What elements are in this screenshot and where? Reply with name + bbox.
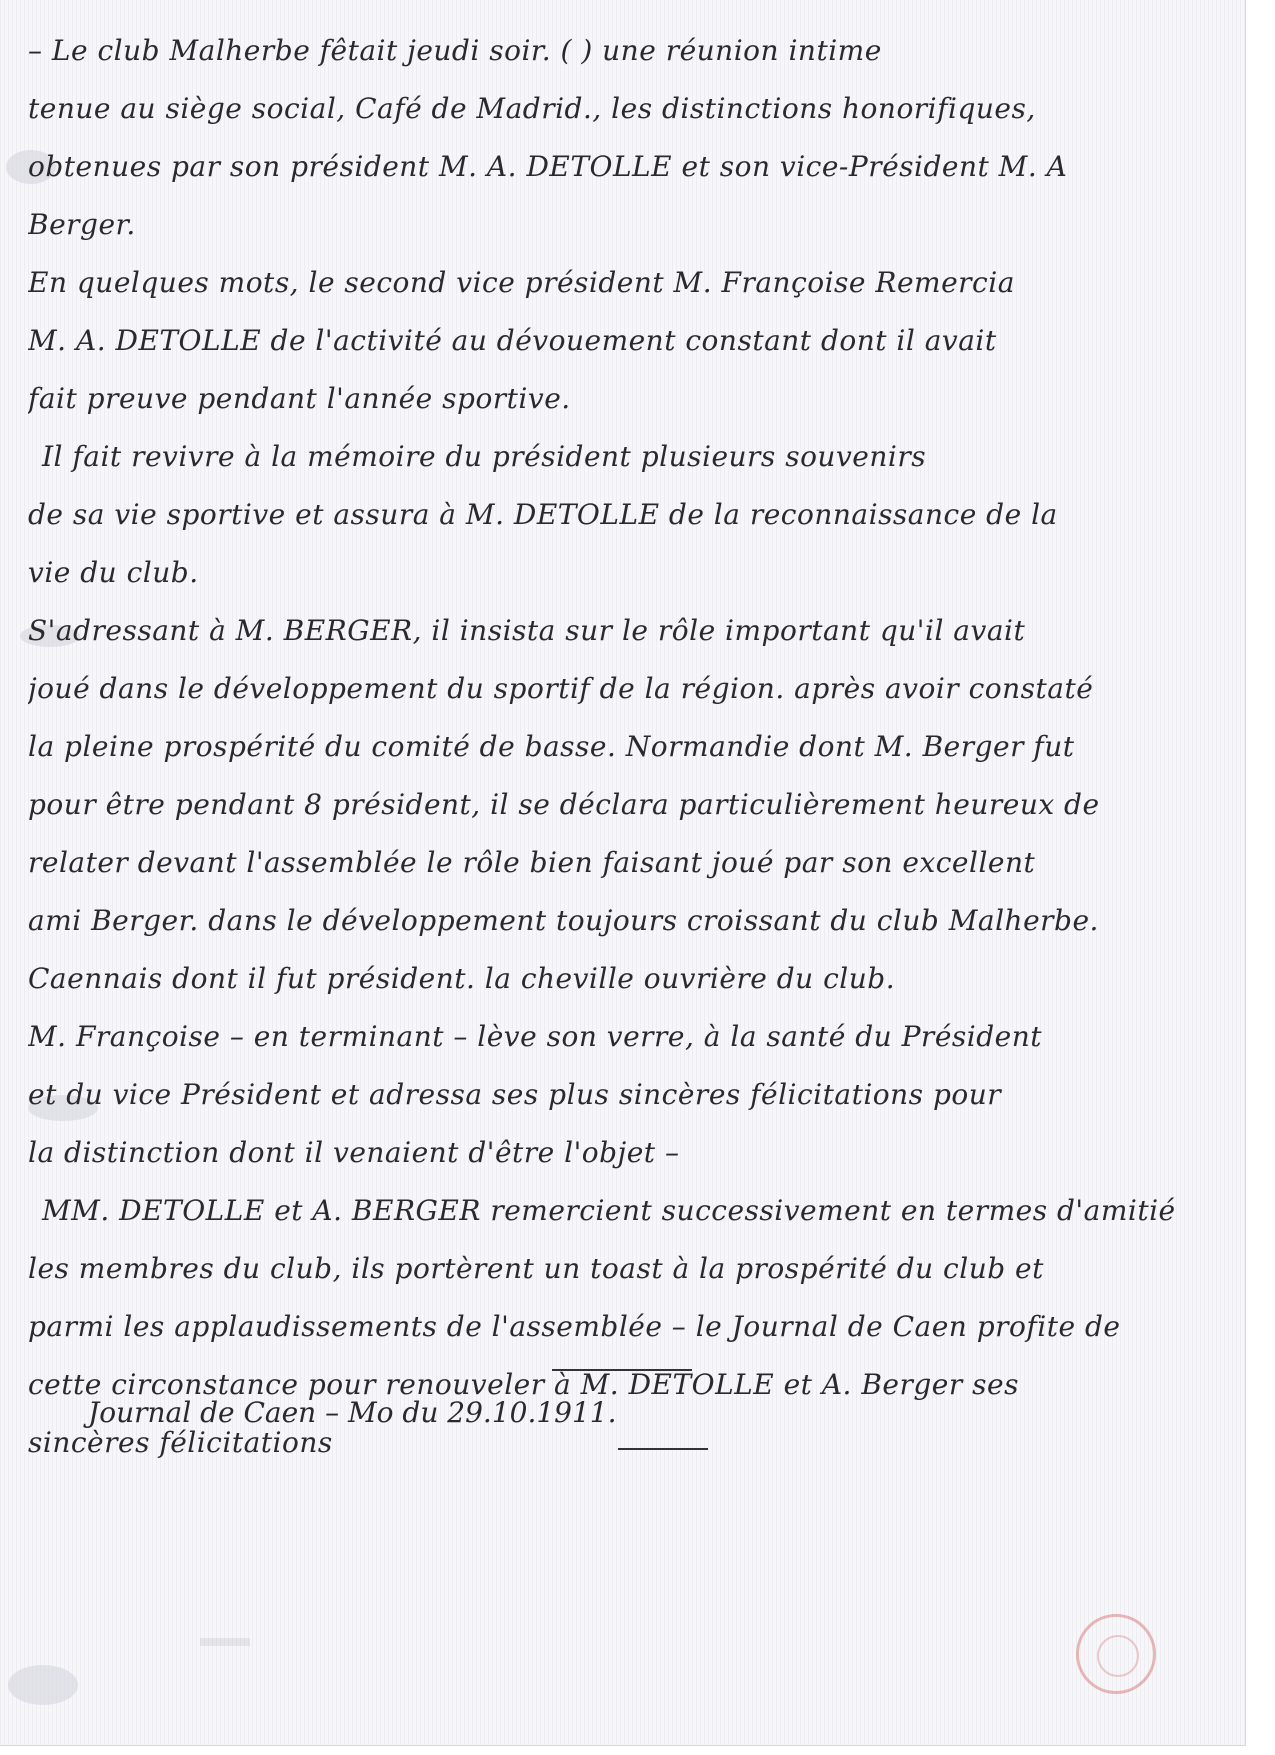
section-divider xyxy=(552,1369,692,1371)
text-line: M. A. DETOLLE de l'activité au dévouement constant dont il avait xyxy=(28,324,997,357)
text-line: joué dans le développement du sportif de la région. après avoir constaté xyxy=(28,672,1094,705)
text-line: M. Françoise – en terminant – lève son verre, à la santé du Président xyxy=(28,1020,1042,1053)
text-line: – Le club Malherbe fêtait jeudi soir. ( ) une réunion intime xyxy=(28,34,882,67)
text-line: cette circonstance pour renouveler à M. DETOLLE et A. Berger ses xyxy=(28,1368,1019,1401)
text-line: fait preuve pendant l'année sportive. xyxy=(28,382,571,415)
text-line: S'adressant à M. BERGER, il insista sur le rôle important qu'il avait xyxy=(28,614,1026,647)
text-line: les membres du club, ils portèrent un toast à la prospérité du club et xyxy=(28,1252,1044,1285)
text-line: obtenues par son président M. A. DETOLLE et son vice-Président M. A xyxy=(28,150,1068,183)
text-line: Caennais dont il fut président. la cheville ouvrière du club. xyxy=(28,962,896,995)
text-line: sincères félicitations xyxy=(28,1426,333,1459)
text-line: la pleine prospérité du comité de basse. Normandie dont M. Berger fut xyxy=(28,730,1075,763)
text-line: parmi les applaudissements de l'assemblée – le Journal de Caen profite de xyxy=(28,1310,1121,1343)
source-signature: Journal de Caen – Mo du 29.10.1911. xyxy=(88,1396,617,1429)
text-line: la distinction dont il venaient d'être l'objet – xyxy=(28,1136,680,1169)
text-line: pour être pendant 8 président, il se déclara particulièrement heureux de xyxy=(28,788,1100,821)
text-line: vie du club. xyxy=(28,556,199,589)
text-line: Il fait revivre à la mémoire du président plusieurs souvenirs xyxy=(42,440,927,473)
text-line: relater devant l'assemblée le rôle bien faisant joué par son excellent xyxy=(28,846,1036,879)
text-line: tenue au siège social, Café de Madrid., les distinctions honorifiques, xyxy=(28,92,1036,125)
text-line: Berger. xyxy=(28,208,136,241)
paper-crease xyxy=(8,1665,78,1705)
text-line: de sa vie sportive et assura à M. DETOLLE de la reconnaissance de la xyxy=(28,498,1058,531)
text-line: et du vice Président et adressa ses plus sincères félicitations pour xyxy=(28,1078,1002,1111)
text-line: En quelques mots, le second vice président M. Françoise Remercia xyxy=(28,266,1015,299)
faint-pencil-mark xyxy=(200,1638,250,1646)
letter-body xyxy=(28,22,1228,1472)
date-underline xyxy=(618,1448,708,1450)
text-line: MM. DETOLLE et A. BERGER remercient successivement en termes d'amitié xyxy=(42,1194,1176,1227)
text-line: ami Berger. dans le développement toujours croissant du club Malherbe. xyxy=(28,904,1099,937)
red-stamp-icon xyxy=(1076,1614,1156,1694)
